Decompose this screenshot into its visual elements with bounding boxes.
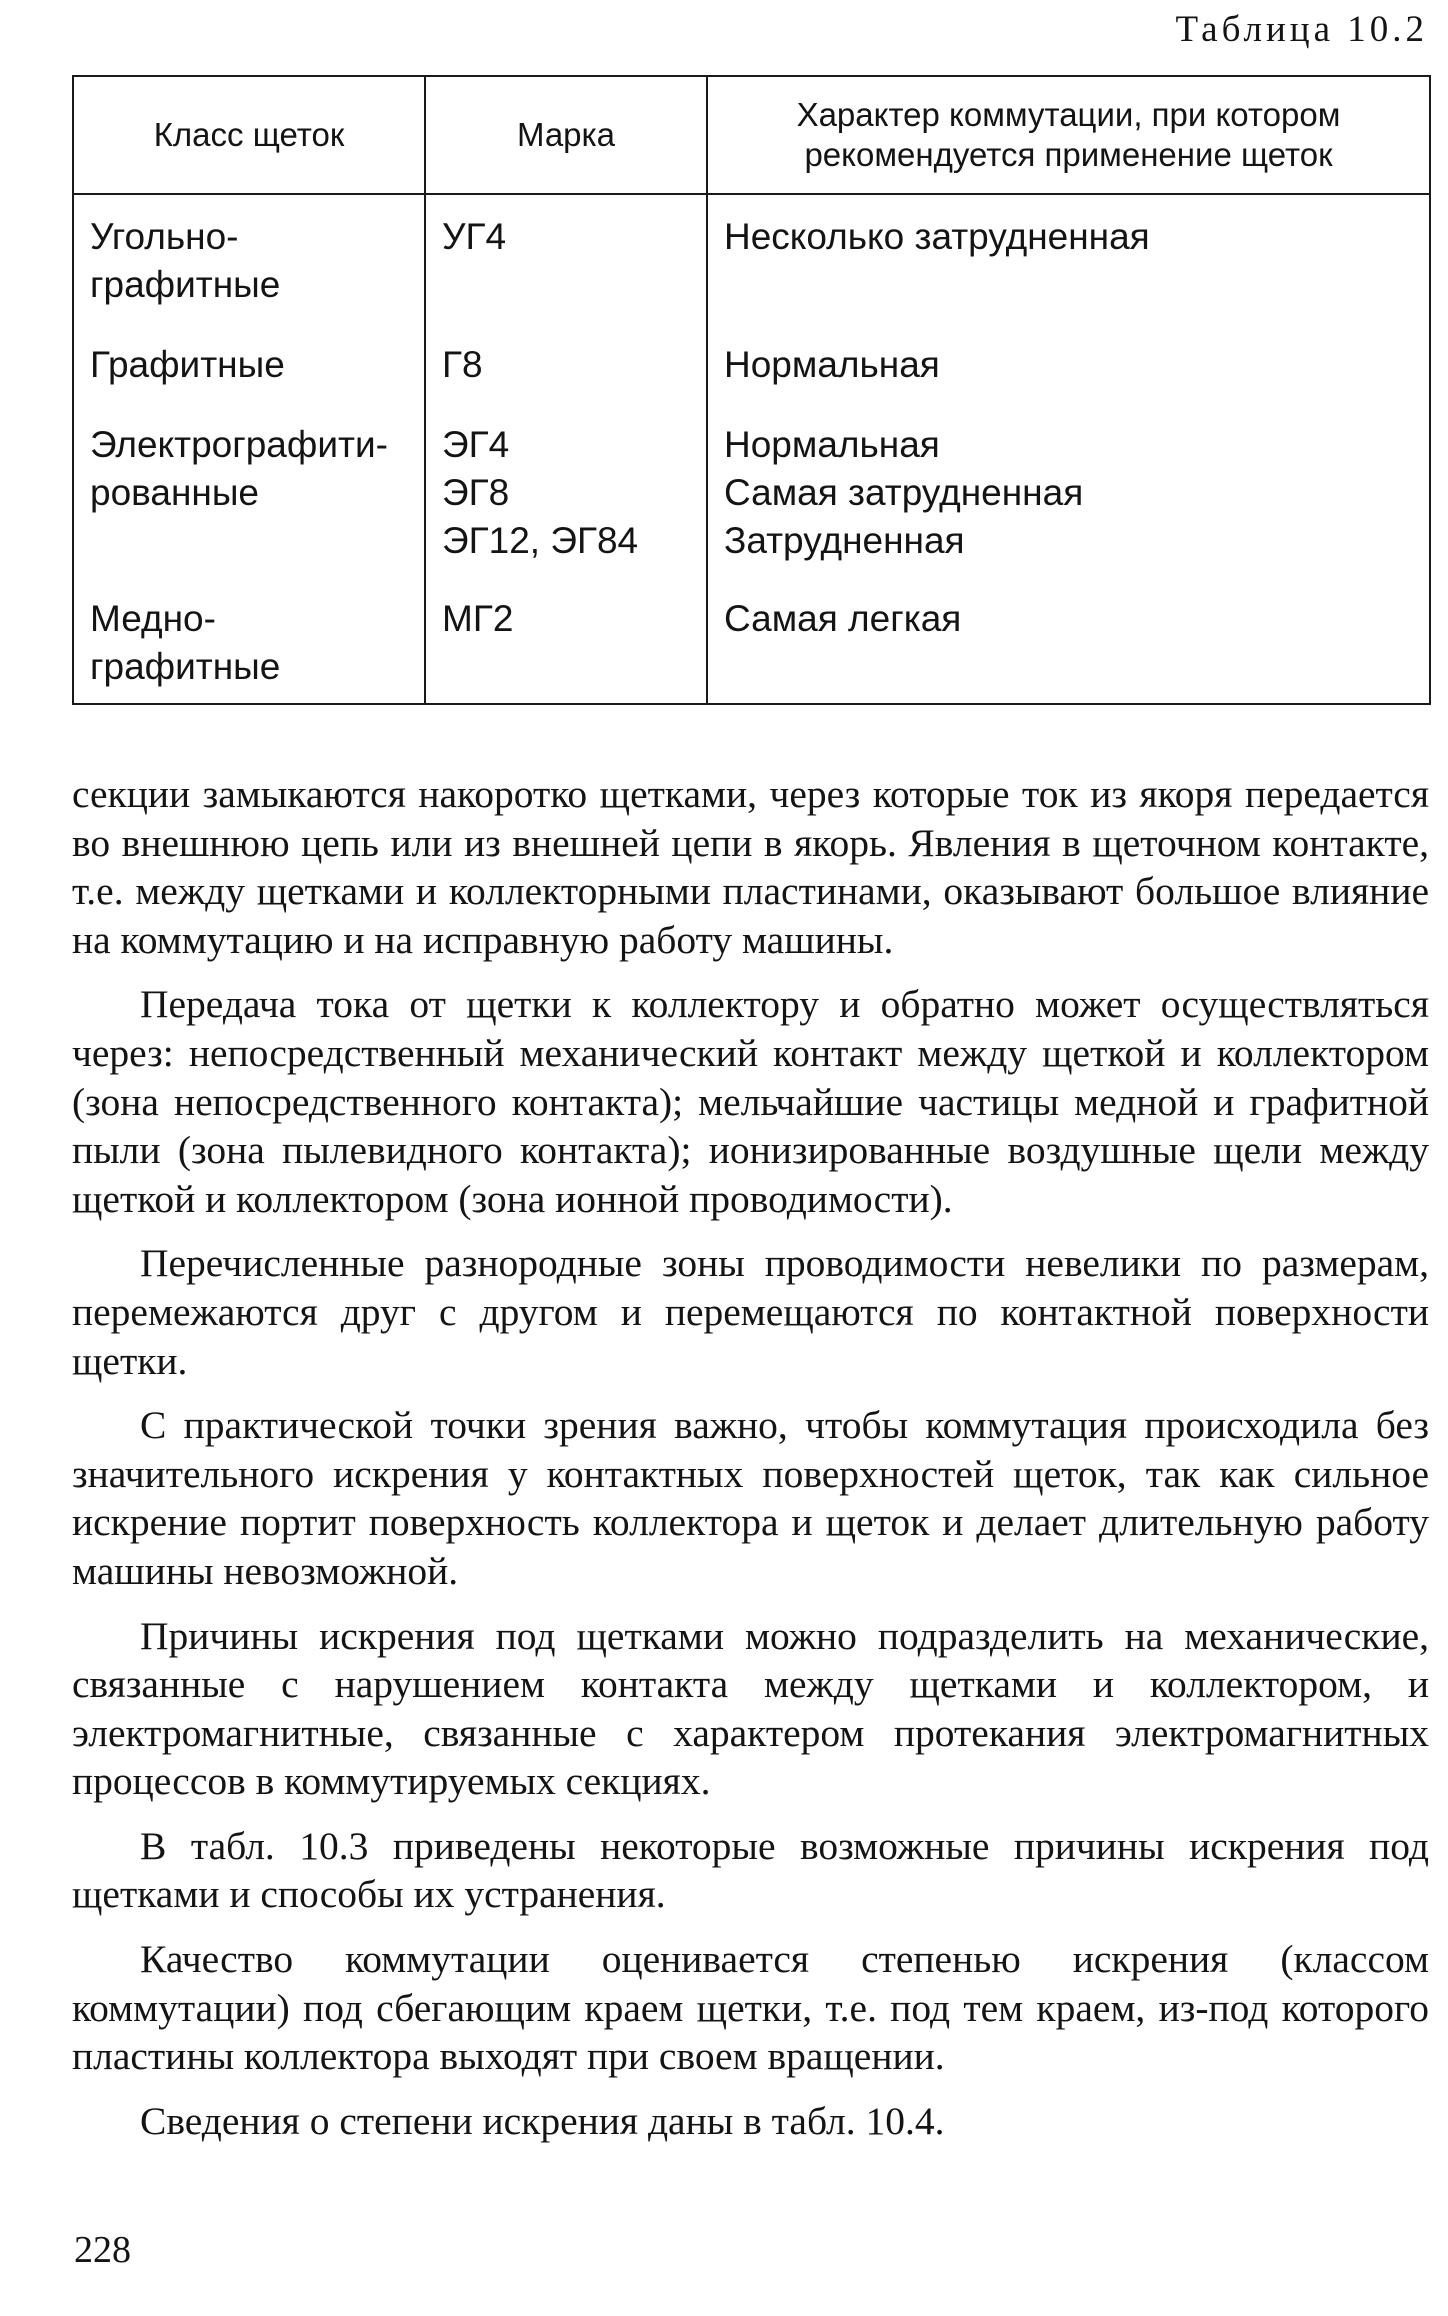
header-commutation-line2: рекомендуется применение щеток [804,136,1333,173]
table-row [73,389,1430,565]
table-header-row [73,76,1430,194]
cell-character [707,565,1430,704]
mark-line: МГ2 [442,598,514,639]
character-line: Самая затрудненная [724,472,1084,513]
class-line: Электрографити- [90,424,388,465]
table-row [73,309,1430,389]
cell-brush-class [73,389,425,565]
character-line: Нормальная [724,344,940,385]
paragraph: С практической точки зрения важно, чтобы коммутация происходила без значительного искрения у контактных поверхностей щеток, так как сильное искрение портит поверхность коллектора и щеток и делает длительную работу машины невозможной. [72,1403,1429,1593]
character-line: Самая легкая [724,598,962,639]
character-line: Несколько затрудненная [724,216,1150,257]
class-line: графитные [90,646,281,687]
class-line: Медно- [90,598,216,639]
cell-character [707,194,1430,309]
body-text [72,770,1429,2161]
cell-mark [425,565,707,704]
header-mark: Марка [425,76,707,194]
header-commutation-line1: Характер коммутации, при котором [796,96,1341,133]
mark-line: ЭГ4 [442,424,510,465]
header-brush-class: Класс щеток [73,76,425,194]
paragraph: Качество коммутации оценивается степенью искрения (классом коммутации) под сбегающим краем щетки, т.е. под тем краем, из-под которого пластины коллектора выходят при своем вращении. [72,1937,1429,2079]
paragraph: Причины искрения под щетками можно подразделить на механические, связанные с нарушением контакта между щетками и коллектором, и электромагнитные, связанные с характером протекания электромагнитных процессов в коммутируемых секциях. [72,1613,1429,1804]
paragraph: Передача тока от щетки к коллектору и обратно может осуществляться через: непосредственный механический контакт между щеткой и коллектором (зона непосредственного контакта); мельчайшие частицы медной и графитной пыли (зона пылевидного контакта); ионизированные воздушные щели между щеткой и коллектором (зона ионной проводимости). [72,982,1429,1221]
class-line: рованные [90,472,260,513]
cell-mark [425,389,707,565]
paragraph: В табл. 10.3 приведены некоторые возможные причины искрения под щетками и способы их устранения. [72,1823,1429,1917]
cell-brush-class [73,565,425,704]
mark-line: Г8 [442,344,483,385]
mark-line: ЭГ12, ЭГ84 [442,520,639,561]
header-commutation-character [707,76,1430,194]
cell-mark [425,194,707,309]
page-number: 228 [74,2229,131,2271]
cell-mark [425,309,707,389]
cell-character [707,309,1430,389]
paragraph: секции замыкаются накоротко щетками, через которые ток из якоря передается во внешнюю цепь или из внешней цепи в якорь. Явления в щеточном контакте, т.е. между щетками и коллекторными пластинами, оказывают большое влияние на коммутацию и на исправную работу машины. [72,772,1429,962]
mark-line: УГ4 [442,216,507,257]
table-caption: Таблица 10.2 [1175,9,1428,50]
class-line: Угольно- [90,216,239,257]
cell-brush-class [73,194,425,309]
table-row [73,194,1430,309]
brush-class-table [72,75,1431,705]
cell-brush-class [73,309,425,389]
mark-line: ЭГ8 [442,472,510,513]
paragraph: Перечисленные разнородные зоны проводимости невелики по размерам, перемежаются друг с другом и перемещаются по контактной поверхности щетки. [72,1241,1429,1383]
cell-character [707,389,1430,565]
character-line: Нормальная [724,424,940,465]
class-line: Графитные [90,344,285,385]
paragraph: Сведения о степени искрения даны в табл. 10.4. [140,2098,945,2143]
table-row [73,565,1430,704]
class-line: графитные [90,264,281,305]
character-line: Затрудненная [724,520,965,561]
